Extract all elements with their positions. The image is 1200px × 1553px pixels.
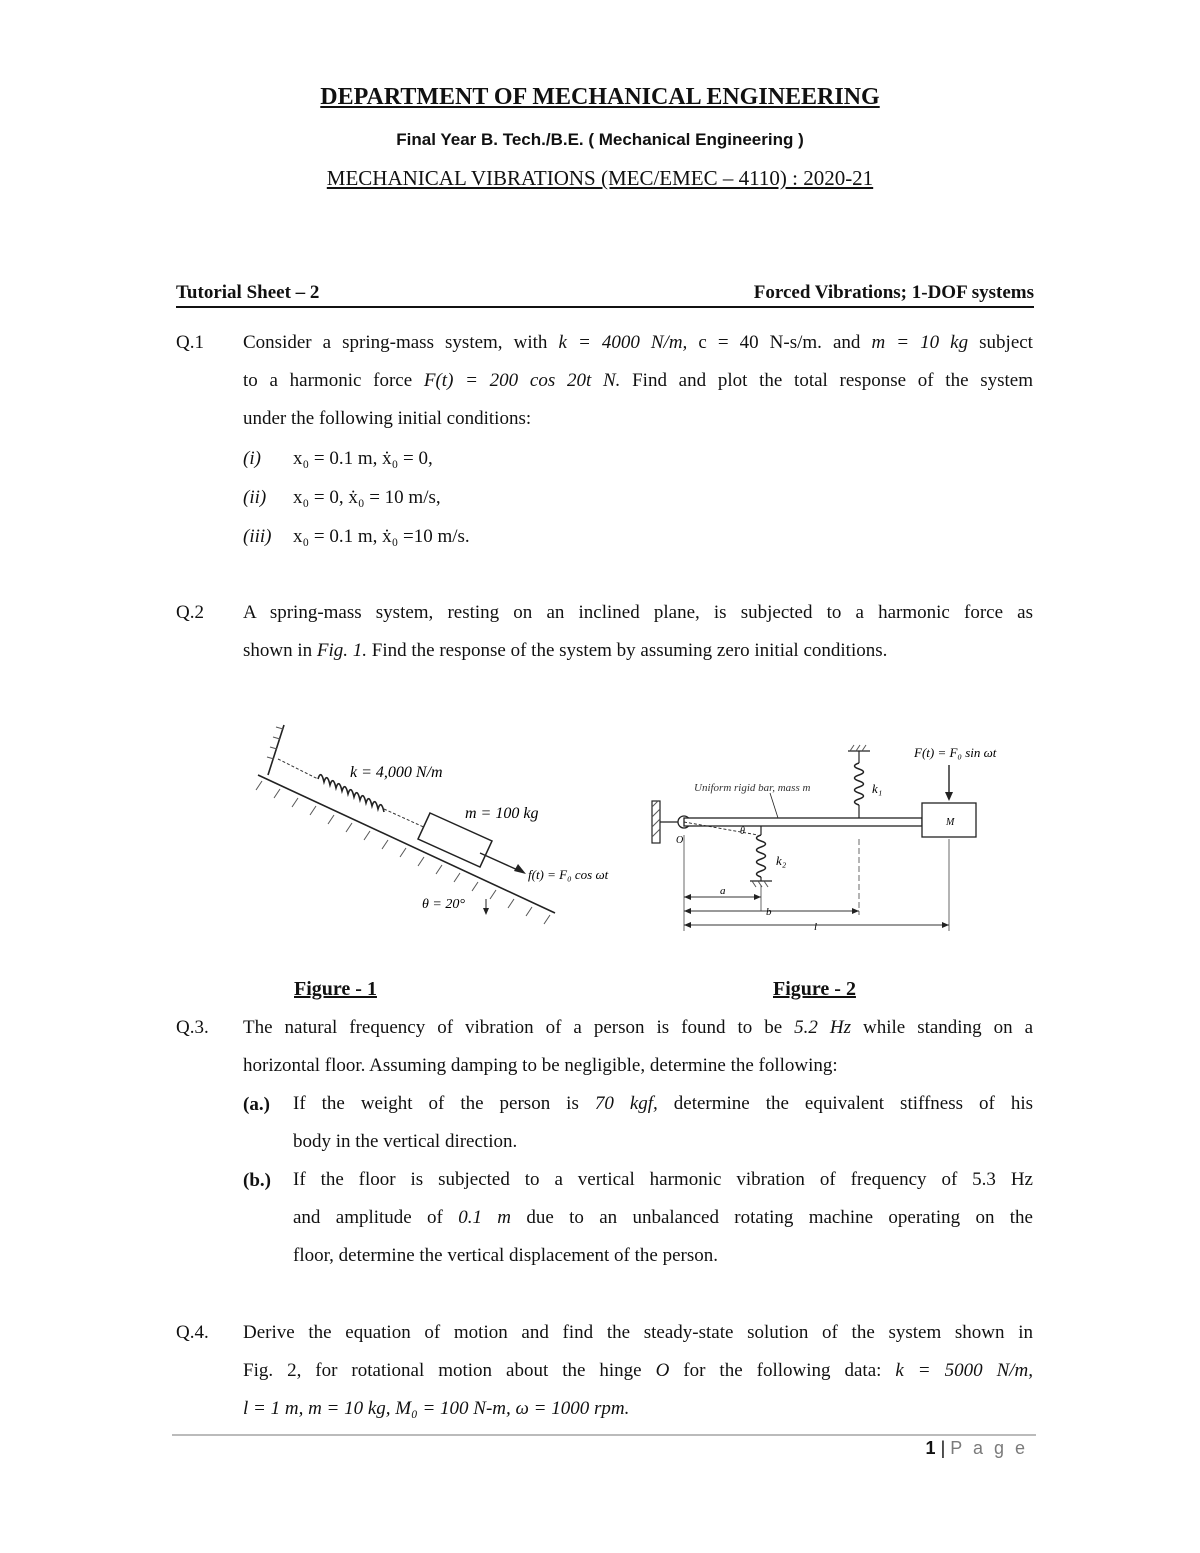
q3-a-line-1: If the weight of the person is 70 kgf, determine the equivalent stiffness of his — [293, 1093, 1033, 1114]
program-subheading: Final Year B. Tech./B.E. ( Mechanical Engineering ) — [396, 130, 804, 149]
question-number: Q.4. — [176, 1322, 209, 1343]
q1-line-3: under the following initial conditions: — [243, 408, 532, 429]
question-number: Q.1 — [176, 332, 204, 353]
q2-line-2: shown in Fig. 1. Find the response of the system by assuming zero initial conditions. — [243, 640, 888, 661]
q1-case-label: (iii) — [243, 526, 272, 547]
page-word: P a g e — [950, 1438, 1028, 1458]
fig1-angle-label: θ = 20° — [422, 897, 465, 912]
q3-b-line-3: floor, determine the vertical displacement of the person. — [293, 1245, 718, 1266]
sheet-topic: Forced Vibrations; 1-DOF systems — [753, 282, 1034, 303]
q3-part-label: (b.) — [243, 1170, 271, 1191]
fig1-k-label: k = 4,000 N/m — [350, 764, 443, 781]
q1-line-1: Consider a spring-mass system, with k = 4000 N/m, c = 40 N-s/m. and m = 10 kg subject — [243, 332, 1033, 353]
fig1-force-label: f(t) = F₀ cos ωt — [528, 867, 609, 882]
footer-divider — [172, 1434, 1036, 1436]
q3-a-line-2: body in the vertical direction. — [293, 1131, 518, 1152]
q4-line-1: Derive the equation of motion and find the steady-state solution of the system shown in — [243, 1322, 1033, 1343]
figure-2-hinged-bar — [648, 735, 1020, 935]
sheet-title-bar — [176, 282, 1034, 308]
fig2-dim-b: b — [766, 906, 772, 918]
fig2-dim-a: a — [720, 885, 726, 897]
footer-separator: | — [940, 1438, 946, 1458]
fig1-m-label: m = 100 kg — [465, 805, 539, 822]
page-footer — [926, 1438, 1028, 1459]
fig2-hinge-label: O — [676, 835, 684, 846]
q1-case-label: (ii) — [243, 487, 267, 508]
fig2-bar-label: Uniform rigid bar, mass m — [694, 782, 811, 794]
page-number: 1 — [925, 1438, 936, 1458]
fig2-force-label: F(t) = F₀ sin ωt — [914, 745, 997, 760]
q1-case-text: x₀ = 0.1 m, ẋ₀ = 0, — [293, 448, 433, 469]
q1-line-2: to a harmonic force F(t) = 200 cos 20t N. Find and plot the total response of the system — [243, 370, 1034, 391]
q3-line-2: horizontal floor. Assuming damping to be negligible, determine the following: — [243, 1055, 838, 1076]
fig2-theta-label: θ — [740, 826, 745, 837]
q3-b-line-1: If the floor is subjected to a vertical harmonic vibration of frequency of 5.3 Hz — [293, 1169, 1033, 1190]
q1-case-text: x₀ = 0.1 m, ẋ₀ =10 m/s. — [293, 526, 470, 547]
sheet-title: Tutorial Sheet – 2 — [176, 282, 320, 303]
department-heading: DEPARTMENT OF MECHANICAL ENGINEERING — [320, 84, 880, 110]
fig2-dim-l: l — [814, 921, 818, 933]
q3-b-line-2: and amplitude of 0.1 m due to an unbalanced rotating machine operating on the — [293, 1207, 1033, 1228]
fig2-mass-label: M — [946, 817, 955, 828]
q1-case-label: (i) — [243, 448, 261, 469]
q4-line-2: Fig. 2, for rotational motion about the hinge O for the following data: k = 5000 N/m, — [243, 1360, 1033, 1381]
fig2-k1-label: k₁ — [872, 781, 883, 796]
q1-case-text: x₀ = 0, ẋ₀ = 10 m/s, — [293, 487, 441, 508]
fig2-k2-label: k₂ — [776, 853, 787, 868]
question-number: Q.3. — [176, 1017, 209, 1038]
question-number: Q.2 — [176, 602, 204, 623]
figure-1-inclined-spring-mass — [240, 715, 609, 925]
course-heading: MECHANICAL VIBRATIONS (MEC/EMEC – 4110) : 2020-21 — [326, 166, 874, 190]
q3-part-label: (a.) — [243, 1094, 270, 1115]
q2-line-1: A spring-mass system, resting on an inclined plane, is subjected to a harmonic force as — [243, 602, 1033, 623]
figure-2-caption: Figure - 2 — [773, 978, 856, 1000]
q4-line-3: l = 1 m, m = 10 kg, M₀ = 100 N-m, ω = 1000 rpm. — [243, 1398, 630, 1419]
figure-1-caption: Figure - 1 — [294, 978, 377, 1000]
q3-line-1: The natural frequency of vibration of a person is found to be 5.2 Hz while standing on a — [243, 1017, 1033, 1038]
